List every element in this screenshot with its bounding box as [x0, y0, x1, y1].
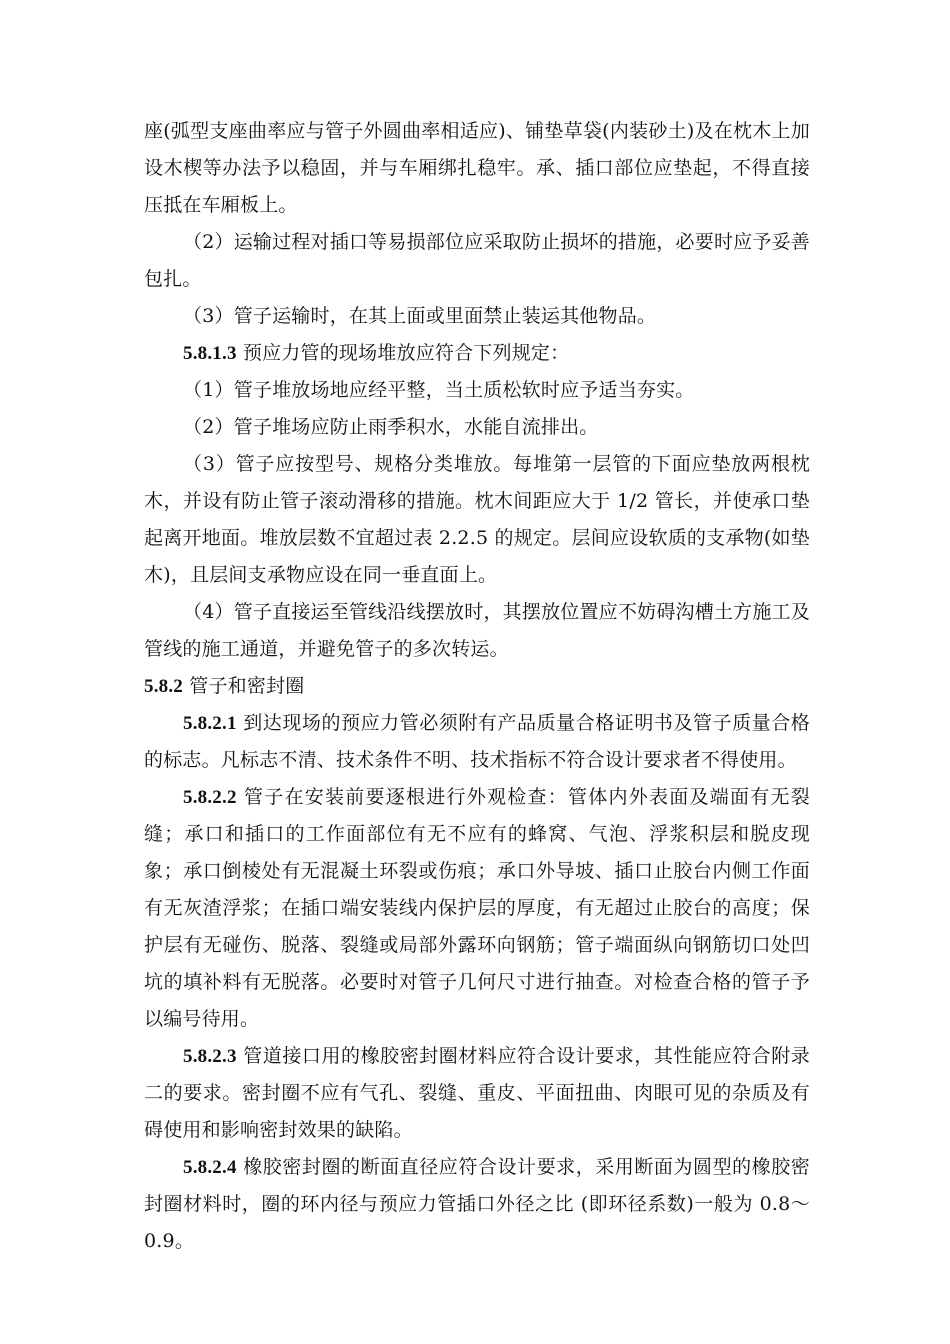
paragraph-item-3b [144, 446, 810, 594]
section-number: 5.8.2 [144, 676, 183, 697]
clause-number: 5.8.2.3 [183, 1046, 237, 1067]
section-title: 管子和密封圈 [183, 675, 305, 697]
clause-number: 5.8.2.4 [183, 1157, 237, 1178]
clause-5-8-2-3 [144, 1038, 810, 1149]
paragraph-text: 到达现场的预应力管必须附有产品质量合格证明书及管子质量合格的标志。凡标志不清、技术条件不明、技术指标不符合设计要求者不得使用。 [144, 712, 810, 771]
paragraph-text: 预应力管的现场堆放应符合下列规定： [236, 342, 570, 364]
paragraph-item-2 [144, 224, 810, 298]
paragraph-item-3 [144, 298, 810, 335]
paragraph-text: 管子在安装前要逐根进行外观检查：管体内外表面及端面有无裂缝；承口和插口的工作面部位有无不应有的蜂窝、气泡、浮浆积层和脱皮现象；承口倒棱处有无混凝土环裂或伤痕；承口外导坡、插口止胶台内侧工作面有无灰渣浮浆；在插口端安装线内保护层的厚度，有无超过止胶台的高度；保护层有无碰伤、脱落、裂缝或局部外露环向钢筋；管子端面纵向钢筋切口处凹坑的填补料有无脱落。必要时对管子几何尺寸进行抽查。对检查合格的管子予以编号待用。 [144, 786, 810, 1030]
paragraph-text: （3）管子应按型号、规格分类堆放。每堆第一层管的下面应垫放两根枕木，并设有防止管子滚动滑移的措施。枕木间距应大于 1/2 管长，并使承口垫起离开地面。堆放层数不宜超过表 2.2.5 的规定。层间应设软质的支承物(如垫木)，且层间支承物应设在同一垂直面上。 [144, 453, 810, 586]
paragraph-text: 橡胶密封圈的断面直径应符合设计要求，采用断面为圆型的橡胶密封圈材料时，圈的环内径与预应力管插口外径之比 (即环径系数)一般为 0.8～0.9。 [144, 1156, 810, 1252]
clause-number: 5.8.1.3 [183, 343, 237, 364]
clause-5-8-1-3 [144, 335, 810, 372]
clause-number: 5.8.2.1 [183, 713, 237, 734]
paragraph-text: （1）管子堆放场地应经平整，当土质松软时应予适当夯实。 [183, 379, 695, 401]
paragraph-text: （2）运输过程对插口等易损部位应采取防止损坏的措施，必要时应予妥善包扎。 [144, 231, 810, 290]
paragraph-text: （2）管子堆场应防止雨季积水，水能自流排出。 [183, 416, 599, 438]
clause-number: 5.8.2.2 [183, 787, 237, 808]
clause-5-8-2-2 [144, 779, 810, 1038]
paragraph-continuation [144, 113, 810, 224]
paragraph-item-4 [144, 594, 810, 668]
clause-5-8-2-4 [144, 1149, 810, 1260]
clause-5-8-2-1 [144, 705, 810, 779]
paragraph-text: 管道接口用的橡胶密封圈材料应符合设计要求，其性能应符合附录二的要求。密封圈不应有气孔、裂缝、重皮、平面扭曲、肉眼可见的杂质及有碍使用和影响密封效果的缺陷。 [144, 1045, 810, 1141]
paragraph-text: 座(弧型支座曲率应与管子外圆曲率相适应)、铺垫草袋(内装砂土)及在枕木上加设木楔等办法予以稳固，并与车厢绑扎稳牢。承、插口部位应垫起，不得直接压抵在车厢板上。 [144, 120, 810, 216]
paragraph-item-1 [144, 372, 810, 409]
paragraph-text: （4）管子直接运至管线沿线摆放时，其摆放位置应不妨碍沟槽土方施工及管线的施工通道，并避免管子的多次转运。 [144, 601, 810, 660]
paragraph-item-2b [144, 409, 810, 446]
document-body [144, 113, 810, 1260]
section-heading-5-8-2 [144, 668, 810, 705]
paragraph-text: （3）管子运输时，在其上面或里面禁止装运其他物品。 [183, 305, 657, 327]
